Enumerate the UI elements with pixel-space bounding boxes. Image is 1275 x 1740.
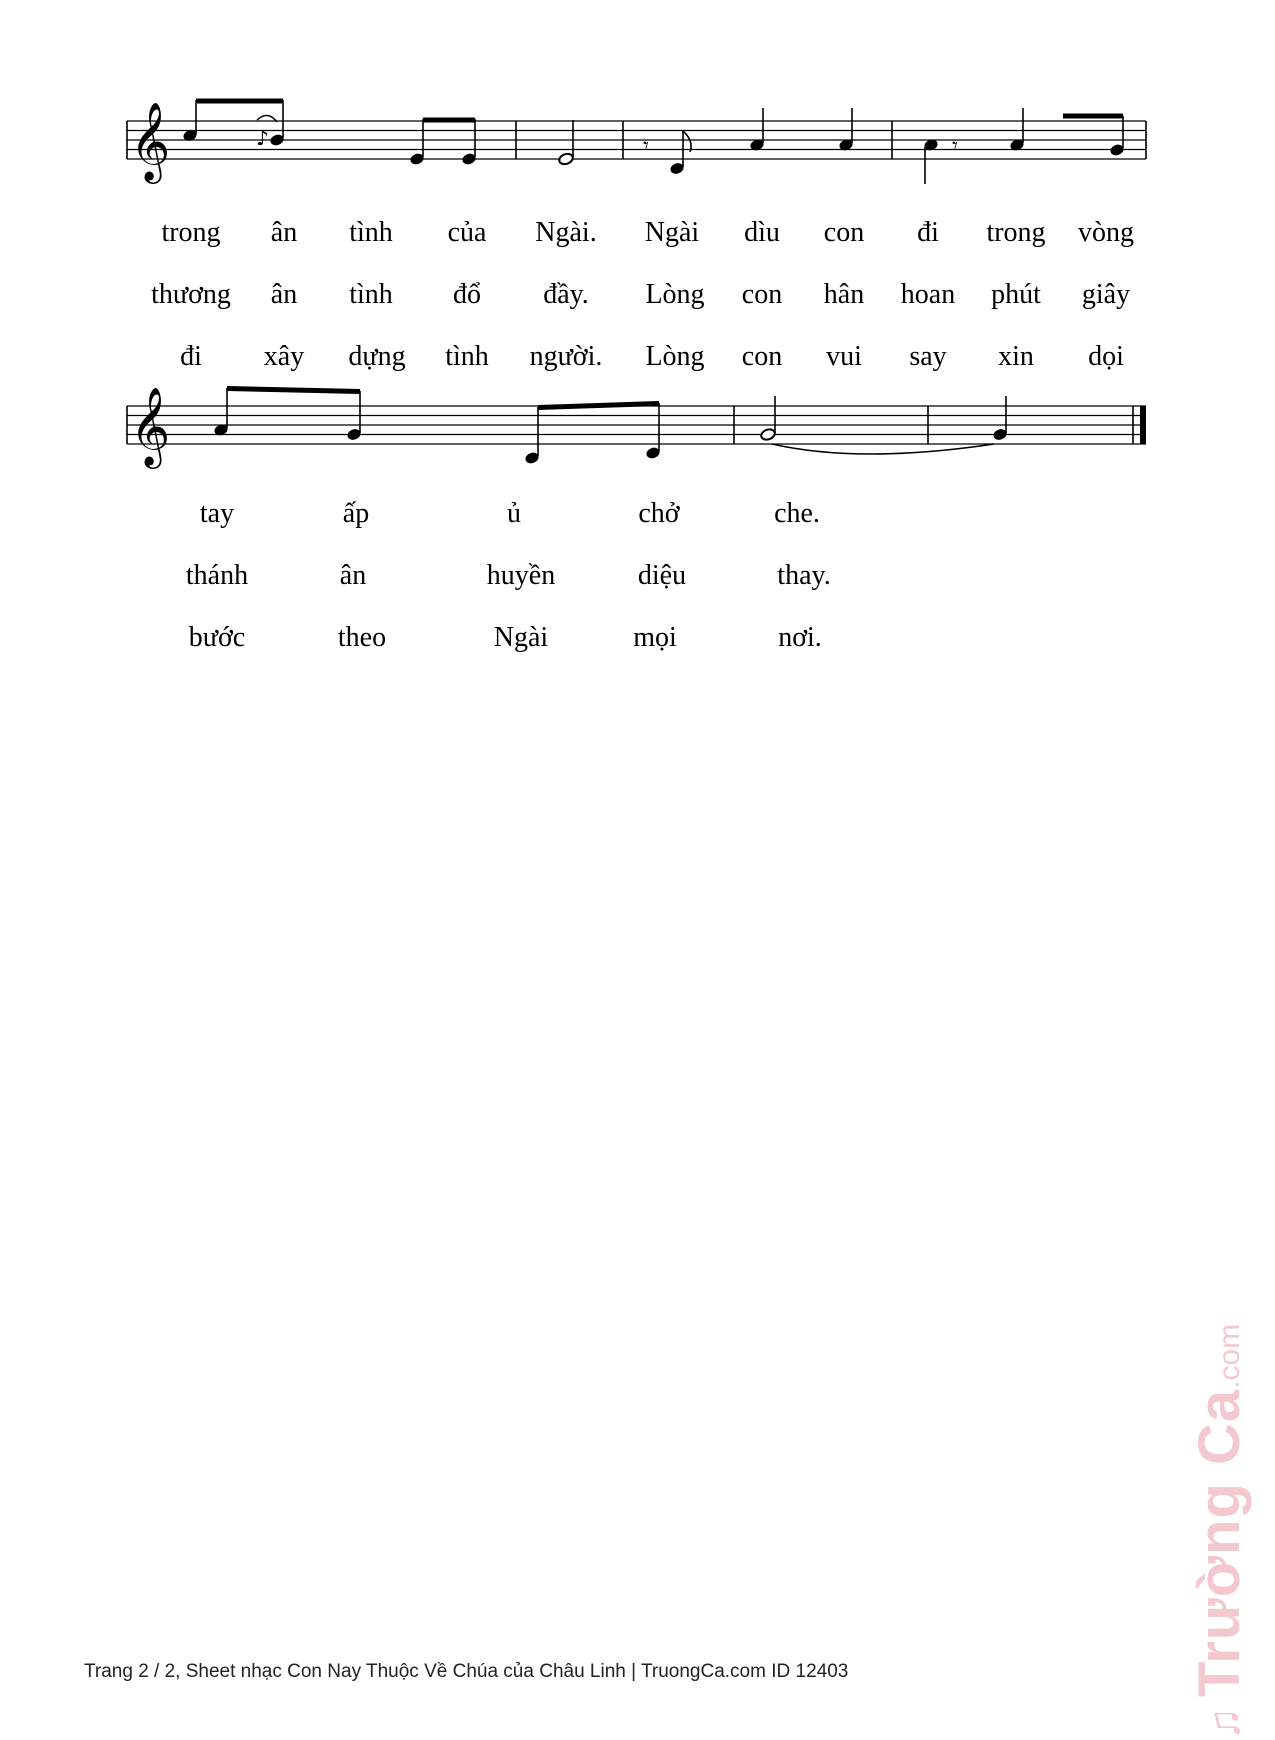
lyric-syllable: con xyxy=(741,279,783,310)
lyric-syllable: dựng xyxy=(348,341,406,372)
lyric-syllable: ân xyxy=(339,560,367,591)
lyrics-verse-2-end xyxy=(0,560,1275,600)
lyrics-verse-2 xyxy=(0,279,1275,319)
lyric-syllable: thánh xyxy=(185,560,249,591)
lyric-syllable: ân xyxy=(270,217,298,248)
lyric-syllable: xin xyxy=(998,341,1034,372)
lyrics-verse-3-end xyxy=(0,622,1275,662)
watermark-tld: .com xyxy=(1213,1323,1246,1389)
treble-clef-icon: 𝄞 xyxy=(130,102,171,181)
lyric-syllable: diệu xyxy=(637,560,687,591)
lyric-syllable: phút xyxy=(991,279,1041,310)
lyric-syllable: theo xyxy=(337,622,387,653)
lyric-syllable: nơi. xyxy=(778,622,822,653)
lyric-syllable: mọi xyxy=(633,622,677,653)
staff-1 xyxy=(0,100,1275,220)
lyric-syllable: trong xyxy=(161,217,221,248)
lyric-syllable: đổ xyxy=(453,279,481,310)
svg-text:♪: ♪ xyxy=(256,126,269,150)
lyric-syllable: tình xyxy=(349,279,393,310)
lyric-syllable: ấp xyxy=(342,498,370,529)
page-footer: Trang 2 / 2, Sheet nhạc Con Nay Thuộc Về Chúa của Châu Linh | TruongCa.com ID 12403 xyxy=(84,1661,849,1682)
lyrics-verse-1 xyxy=(0,217,1275,257)
treble-clef-icon: 𝄞 xyxy=(130,387,171,466)
lyric-syllable: hoan xyxy=(900,279,956,310)
lyric-syllable: đi xyxy=(180,341,202,372)
lyric-syllable: hân xyxy=(823,279,865,310)
lyric-syllable: xây xyxy=(263,341,305,372)
music-note-icon: ♫ xyxy=(1200,1707,1249,1740)
lyric-syllable: tình xyxy=(349,217,393,248)
lyric-syllable: bước xyxy=(188,622,246,653)
lyric-syllable: vui xyxy=(826,341,862,372)
lyric-syllable: huyền xyxy=(486,560,556,591)
lyric-syllable: con xyxy=(741,341,783,372)
lyric-syllable: Ngài xyxy=(644,217,700,248)
lyric-syllable: dọi xyxy=(1088,341,1124,372)
lyric-syllable: thương xyxy=(151,279,231,310)
lyric-syllable: ân xyxy=(270,279,298,310)
lyric-syllable: con xyxy=(823,217,865,248)
lyric-syllable: Lòng xyxy=(645,341,705,372)
notes xyxy=(183,100,1125,184)
svg-text:𝄾: 𝄾 xyxy=(952,134,958,159)
lyric-syllable: ủ xyxy=(507,498,521,529)
lyric-syllable: che. xyxy=(774,498,820,529)
lyrics-verse-3 xyxy=(0,341,1275,381)
lyric-syllable: đầy. xyxy=(543,279,589,310)
lyric-syllable: người. xyxy=(529,341,603,372)
lyric-syllable: giây xyxy=(1081,279,1131,310)
lyric-syllable: của xyxy=(447,217,487,248)
lyric-syllable: vòng xyxy=(1078,217,1134,248)
lyric-syllable: Ngài xyxy=(493,622,549,653)
lyric-syllable: Ngài. xyxy=(535,217,597,248)
watermark-brand: Trường Ca xyxy=(1187,1388,1252,1697)
lyric-syllable: tay xyxy=(199,498,235,529)
lyric-syllable: tình xyxy=(445,341,489,372)
lyrics-verse-1-end xyxy=(0,498,1275,538)
staff-2 xyxy=(0,380,1275,490)
lyric-syllable: dìu xyxy=(744,217,780,248)
lyric-syllable: say xyxy=(909,341,947,372)
lyric-syllable: đi xyxy=(917,217,939,248)
lyric-syllable: thay. xyxy=(777,560,831,591)
svg-text:𝄾: 𝄾 xyxy=(643,134,649,159)
watermark xyxy=(1186,1324,1253,1740)
lyric-syllable: trong xyxy=(986,217,1046,248)
lyric-syllable: Lòng xyxy=(645,279,705,310)
lyric-syllable: chở xyxy=(638,498,680,529)
